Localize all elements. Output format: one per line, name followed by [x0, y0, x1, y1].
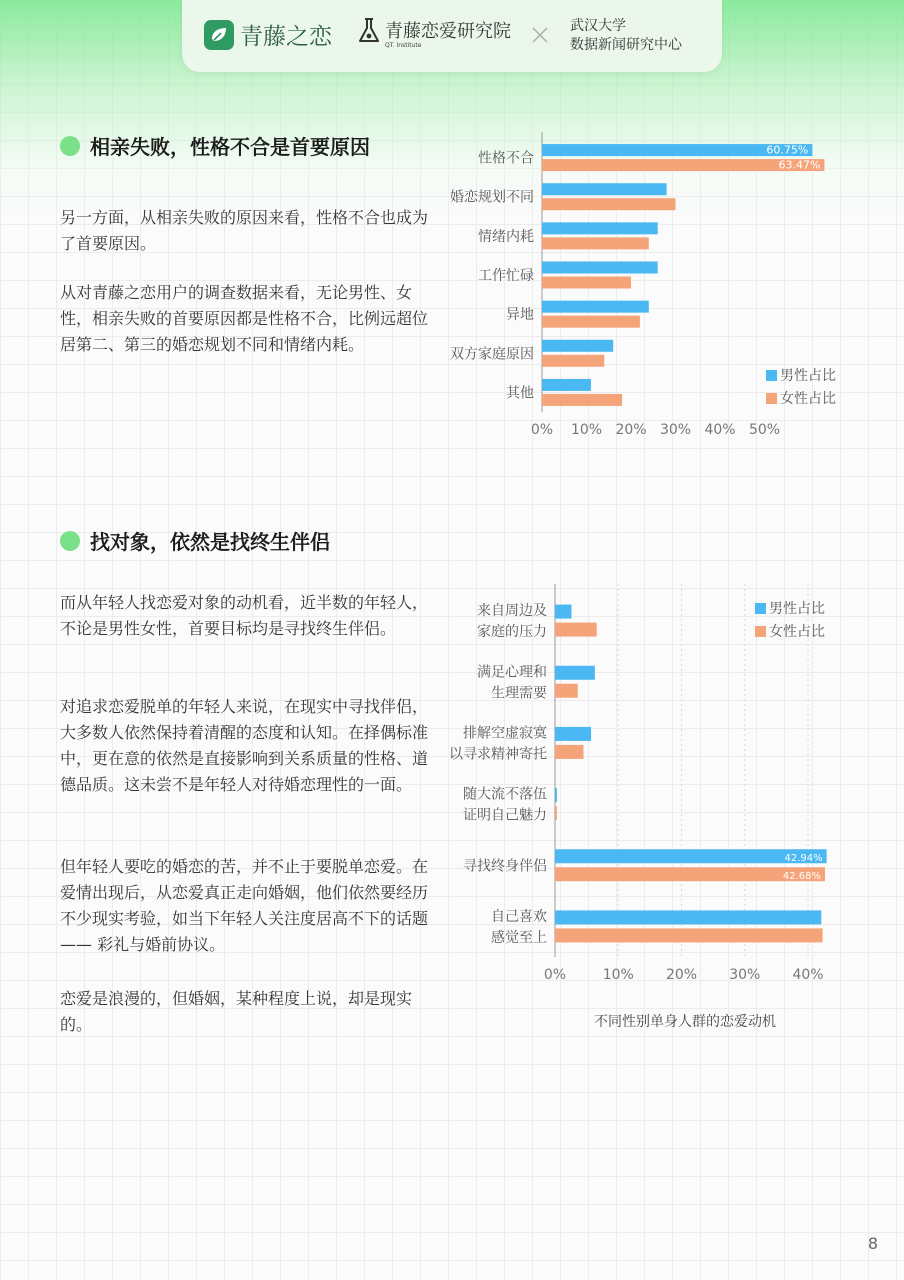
- flask-icon: [357, 17, 381, 45]
- heading-dot-icon: [60, 531, 80, 551]
- section1-paragraph-2: 从对青藤之恋用户的调查数据来看，无论男性、女性，相亲失败的首要原因都是性格不合，比例远超位居第二、第三的婚恋规划不同和情绪内耗。: [60, 283, 429, 354]
- x-tick-label: 30%: [729, 967, 761, 983]
- x-tick-label: 30%: [659, 422, 692, 438]
- institute-subname: QT. Institute: [385, 42, 422, 49]
- section1-paragraph-1: 另一方面，从相亲失败的原因来看，性格不合也成为了首要原因。: [60, 208, 429, 253]
- male-bar: [555, 605, 571, 619]
- institute-name: 青藤恋爱研究院: [385, 21, 511, 42]
- male-bar: [555, 910, 821, 924]
- section1-heading-text: 相亲失败，性格不合是首要原因: [90, 135, 370, 159]
- x-tick-label: 50%: [748, 422, 781, 438]
- male-bar: [542, 340, 613, 352]
- x-tick-label: 20%: [615, 422, 647, 438]
- section2-heading: [60, 526, 330, 555]
- legend-label: 男性占比: [780, 368, 836, 384]
- partner-line2: 数据新闻研究中心: [570, 37, 682, 53]
- female-bar: [542, 198, 676, 210]
- category-label: 生理需要: [491, 685, 547, 702]
- female-bar: [555, 745, 583, 759]
- x-tick-label: 40%: [704, 422, 736, 438]
- x-tick-label: 10%: [570, 422, 603, 438]
- female-bar: [555, 684, 578, 698]
- section2-paragraph-4: 恋爱是浪漫的，但婚姻，某种程度上说，却是现实的。: [60, 989, 413, 1034]
- category-label: 随大流不落伍: [463, 786, 547, 803]
- category-label: 工作忙碌: [478, 268, 534, 284]
- category-label: 排解空虚寂寞: [463, 725, 547, 742]
- section2-paragraph-3: 但年轻人要吃的婚恋的苦，并不止于要脱单恋爱。在爱情出现后，从恋爱真正走向婚姻，他们依然要经历不少现实考验，如当下年轻人关注度居高不下的话题 —— 彩礼与婚前协议。: [60, 857, 429, 954]
- data-label: 60.75%: [766, 143, 809, 157]
- male-bar: [542, 262, 658, 274]
- category-label: 性格不合: [478, 150, 534, 167]
- category-label: 双方家庭原因: [450, 346, 534, 363]
- legend-swatch: [766, 393, 777, 404]
- male-bar: [542, 183, 667, 195]
- category-label: 情绪内耗: [478, 228, 534, 245]
- category-label: 证明自己魅力: [463, 807, 547, 824]
- legend-swatch: [755, 603, 766, 614]
- category-label: 以寻求精神寄托: [449, 746, 547, 763]
- section2-paragraph-1: 而从年轻人找恋爱对象的动机看，近半数的年轻人，不论是男性女性，首要目标均是寻找终生伴侣。: [60, 593, 429, 638]
- partner-logo: [570, 17, 682, 55]
- male-bar: [542, 379, 591, 391]
- page-number: 8: [867, 1234, 878, 1253]
- male-bar: [555, 666, 595, 680]
- male-bar: [555, 727, 591, 741]
- leaf-icon: [204, 20, 234, 50]
- female-bar: [555, 623, 597, 637]
- female-bar: [542, 277, 631, 289]
- data-label: 42.94%: [784, 852, 823, 864]
- male-bar: [542, 222, 658, 234]
- category-label: 婚恋规划不同: [450, 189, 534, 206]
- x-tick-label: 10%: [602, 967, 634, 983]
- female-bar: [542, 355, 604, 367]
- legend-swatch: [755, 626, 766, 637]
- legend-label: 女性占比: [769, 624, 825, 640]
- female-bar: [542, 316, 640, 328]
- cross-icon: [531, 26, 549, 44]
- category-label: 寻找终身伴侣: [463, 858, 547, 875]
- female-bar: [555, 806, 557, 820]
- category-label: 其他: [506, 385, 534, 402]
- dating-motives-chart: [440, 585, 860, 995]
- data-label: 63.47%: [778, 158, 821, 172]
- category-label: 家庭的压力: [477, 624, 547, 641]
- failure-reasons-chart: [440, 130, 860, 450]
- legend-swatch: [766, 370, 777, 381]
- category-label: 异地: [506, 307, 534, 324]
- section2-paragraph-2: 对追求恋爱脱单的年轻人来说，在现实中寻找伴侣，大多数人依然保持着清醒的态度和认知。在择偶标准中，更在意的依然是直接影响到关系质量的性格、道德品质。这未尝不是年轻人对待婚恋理性的一面。: [60, 697, 429, 794]
- x-tick-label: 0%: [543, 967, 567, 983]
- section1-heading: [60, 131, 370, 160]
- legend-label: 男性占比: [769, 601, 825, 617]
- qingteng-logo: [204, 18, 332, 51]
- partner-line1: 武汉大学: [570, 18, 626, 34]
- category-label: 感觉至上: [491, 929, 547, 946]
- page-header: [182, 0, 722, 72]
- data-label: 42.68%: [782, 870, 821, 882]
- category-label: 满足心理和: [477, 664, 547, 681]
- female-bar: [542, 237, 649, 249]
- x-tick-label: 20%: [665, 967, 698, 983]
- chart-caption: 不同性别单身人群的恋爱动机: [594, 1014, 776, 1030]
- x-tick-label: 40%: [792, 967, 824, 983]
- heading-dot-icon: [60, 136, 80, 156]
- category-label: 自己喜欢: [491, 908, 547, 925]
- male-bar: [555, 788, 557, 802]
- x-tick-label: 0%: [530, 422, 554, 438]
- female-bar: [542, 394, 622, 406]
- section2-heading-text: 找对象，依然是找终生伴侣: [90, 530, 330, 554]
- male-bar: [542, 301, 649, 313]
- category-label: 来自周边及: [477, 603, 547, 620]
- brand-name: 青藤之恋: [240, 24, 332, 50]
- female-bar: [555, 928, 823, 942]
- legend-label: 女性占比: [780, 391, 836, 407]
